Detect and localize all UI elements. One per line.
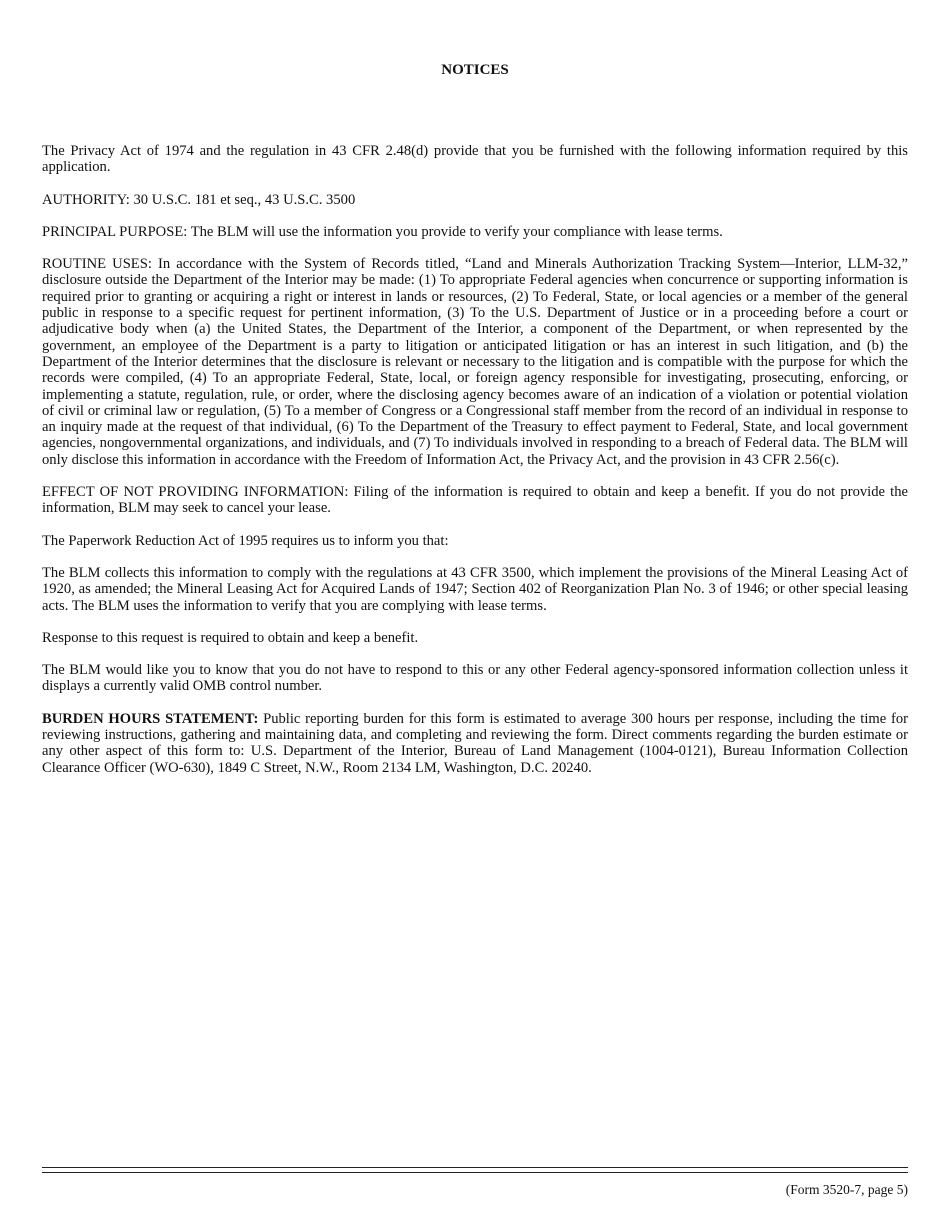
privacy-act-paragraph: The Privacy Act of 1974 and the regulation in 43 CFR 2.48(d) provide that you be furnished with the following information required by this application. xyxy=(42,143,908,176)
omb-notice-paragraph: The BLM would like you to know that you do not have to respond to this or any other Federal agency-sponsored information collection unless it displays a currently valid OMB control number. xyxy=(42,662,908,695)
response-required-paragraph: Response to this request is required to obtain and keep a benefit. xyxy=(42,629,419,646)
document-page xyxy=(42,0,908,1230)
effect-of-not-providing-paragraph: EFFECT OF NOT PROVIDING INFORMATION: Filing of the information is required to obtain and keep a benefit. If you do not provide the information, BLM may seek to cancel your lease. xyxy=(42,484,908,517)
page-title: NOTICES xyxy=(441,62,509,78)
principal-purpose-paragraph: PRINCIPAL PURPOSE: The BLM will use the information you provide to verify your compliance with lease terms. xyxy=(42,223,723,240)
footer-double-rule xyxy=(42,1167,908,1173)
paperwork-intro-paragraph: The Paperwork Reduction Act of 1995 requires us to inform you that: xyxy=(42,532,449,549)
routine-uses-paragraph: ROUTINE USES: In accordance with the System of Records titled, “Land and Minerals Authorization Tracking System—Interior, LLM-32,” disclosure outside the Department of the Interior may be made: (1) To appropriate Federal agencies when concurrence or supporting information is required prior to granting or acquiring a right or interest in lands or resources, (2) To Federal, State, or local agencies or a member of the general public in response to a specific request for pertinent information, (3) To the U.S. Department of Justice or in a proceeding before a court or adjudicative body when (a) the United States, the Department of the Interior, a component of the Department, or when represented by the government, an employee of the Department is a party to litigation or anticipated litigation or has an interest in such litigation, and (b) the Department of the Interior determines that the disclosure is relevant or necessary to the litigation and is compatible with the purpose for which the records were compiled, (4) To an appropriate Federal, State, local, or foreign agency responsible for investigating, prosecuting, enforcing, or implementing a statute, regulation, rule, or order, where the disclosing agency becomes aware of an indication of a violation or potential violation of civil or criminal law or regulation, (5) To a member of Congress or a Congressional staff member from the record of an individual in response to an inquiry made at the request of that individual, (6) To the Department of the Treasury to effect payment to Federal, State, and local government agencies, nongovernmental organizations, and individuals, and (7) To individuals involved in responding to a breach of Federal data. The BLM will only disclose this information in accordance with the Freedom of Information Act, the Privacy Act, and the provision in 43 CFR 2.56(c). xyxy=(42,256,908,468)
burden-hours-paragraph xyxy=(42,711,908,776)
blm-collects-paragraph: The BLM collects this information to comply with the regulations at 43 CFR 3500, which implement the provisions of the Mineral Leasing Act of 1920, as amended; the Mineral Leasing Act for Acquired Lands of 1947; Section 402 of Reorganization Plan No. 3 of 1946; or other special leasing acts. The BLM uses the information to verify that you are complying with lease terms. xyxy=(42,564,908,614)
authority-paragraph: AUTHORITY: 30 U.S.C. 181 et seq., 43 U.S.C. 3500 xyxy=(42,191,356,208)
burden-hours-text: Public reporting burden for this form is estimated to average 300 hours per response, including the time for reviewing instructions, gathering and maintaining data, and completing and reviewing the form. Direct comments regarding the burden estimate or any other aspect of this form to: U.S. Department of the Interior, Bureau of Land Management (1004-0121), Bureau Information Collection Clearance Officer (WO-630), 1849 C Street, N.W., Room 2134 LM, Washington, D.C. 20240. xyxy=(42,710,908,776)
notice-body xyxy=(42,143,908,792)
form-page-footer: (Form 3520-7, page 5) xyxy=(785,1182,908,1197)
burden-hours-label: BURDEN HOURS STATEMENT: xyxy=(42,710,259,727)
